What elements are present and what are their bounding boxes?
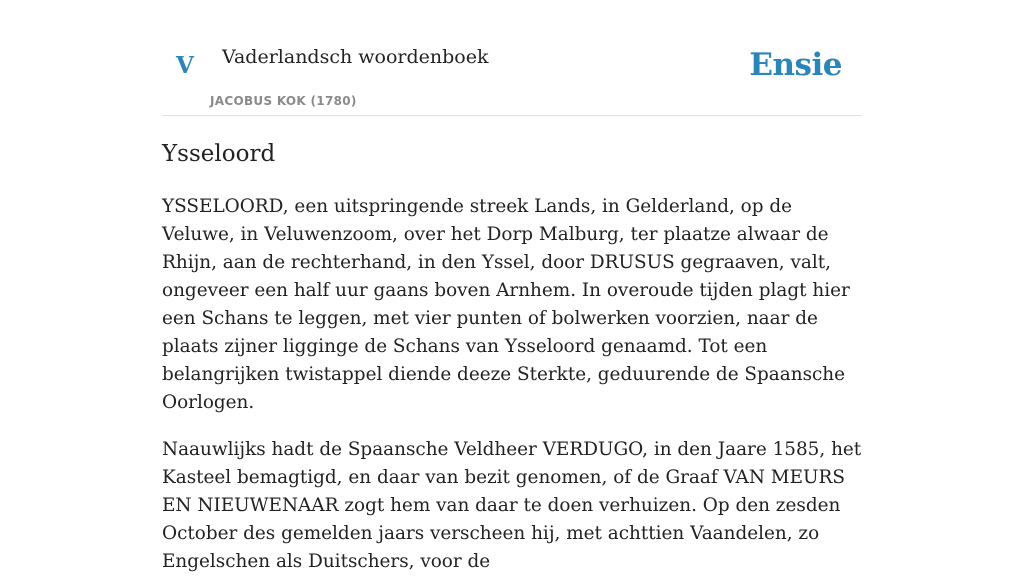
book-title-link[interactable]: Vaderlandsch woordenboek <box>222 46 489 68</box>
entry-title: Ysseloord <box>162 141 276 167</box>
ensie-logo-link[interactable]: Ensie <box>749 47 842 83</box>
page-header <box>162 0 862 116</box>
book-author: JACOBUS KOK (1780) <box>210 94 357 108</box>
entry-paragraph: YSSELOORD, een uitspringende streek Lands, in Gelderland, op de Veluwe, in Veluwenzoom, over het Dorp Malburg, ter plaatze alwaar de Rhijn, aan de rechterhand, in den Yssel, door DRUSUS gegraaven, valt, ongeveer een half uur gaans boven Arnhem. In overoude tijden plagt hier een Schans te leggen, met vier punten of bolwerken voorzien, naar de plaats zijner ligginge de Schans van Ysseloord genaamd. Tot een belangrijken twistappel diende deeze Sterkte, geduurende de Spaansche Oorlogen. <box>162 195 850 413</box>
content-column <box>162 0 862 576</box>
entry-paragraph: Naauwlijks hadt de Spaansche Veldheer VERDUGO, in den Jaare 1585, het Kasteel bemagtigd, en daar van bezit genomen, of de Graaf VAN MEURS EN NIEUWENAAR zogt hem van daar te doen verhuizen. Op den zesden October des gemelden jaars verscheen hij, met achttien Vaandelen, zo Engelschen als Duitschers, voor de <box>162 438 862 572</box>
book-letter-icon[interactable]: V <box>176 52 194 79</box>
